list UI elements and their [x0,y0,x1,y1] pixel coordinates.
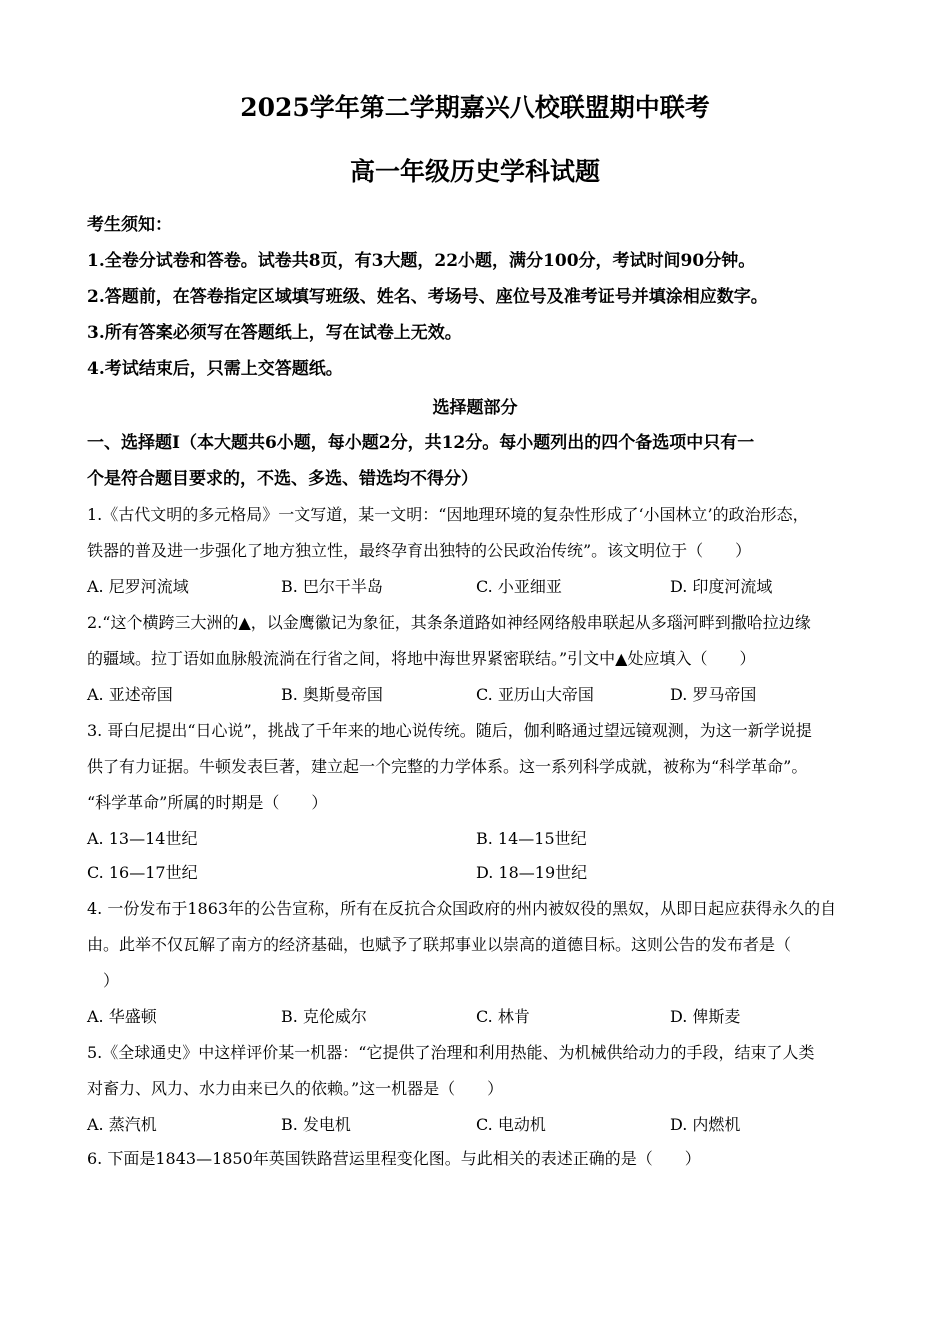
question-1-text: 1.《古代文明的多元格局》一文写道，某一文明：“因地理环境的复杂性形成了‘小国林立’的政治形态， [87,505,809,524]
option-c: C. 16—17世纪 [87,863,198,882]
option-b: B. 14—15世纪 [476,829,587,848]
question-1-text: 铁器的普及进一步强化了地方独立性，最终孕育出独特的公民政治传统”。该文明位于（ ） [87,541,752,560]
notice-item: 4.考试结束后，只需上交答题纸。 [87,359,343,379]
question-6-text: 6. 下面是1843—1850年英国铁路营运里程变化图。与此相关的表述正确的是（ ） [87,1149,701,1168]
question-3-text: “科学革命”所属的时期是（ ） [87,793,328,812]
option-a: A. 亚述帝国 [87,685,173,704]
option-d: D. 印度河流域 [670,577,773,596]
question-2-text: 2.“这个横跨三大洲的▲，以金鹰徽记为象征，其条条道路如神经网络般串联起从多瑙河畔到撒哈拉边缘 [87,613,811,632]
option-d: D. 俾斯麦 [670,1007,741,1026]
option-b: B. 奥斯曼帝国 [281,685,383,704]
notice-item: 1.全卷分试卷和答卷。试卷共8页，有3大题，22小题，满分100分，考试时间90分钟。 [87,251,756,271]
option-a: A. 13—14世纪 [87,829,198,848]
section-title: 选择题部分 [432,398,518,418]
part-intro: 一、选择题Ⅰ（本大题共6小题，每小题2分，共12分。每小题列出的四个备选项中只有一 [87,433,755,453]
option-b: B. 巴尔干半岛 [281,577,383,596]
question-5-text: 5.《全球通史》中这样评价某一机器：“它提供了治理和利用热能、为机械供给动力的手段，结束了人类 [87,1043,815,1062]
question-5-text: 对畜力、风力、水力由来已久的依赖。”这一机器是（ ） [87,1079,504,1098]
option-d: D. 罗马帝国 [670,685,757,704]
option-c: C. 小亚细亚 [476,577,562,596]
question-3-text: 供了有力证据。牛顿发表巨著，建立起一个完整的力学体系。这一系列科学成就，被称为“科学革命”。 [87,757,808,776]
question-2-text: 的疆域。拉丁语如血脉般流淌在行省之间，将地中海世界紧密联结。”引文中▲处应填入（ ） [87,649,756,668]
option-a: A. 尼罗河流域 [87,577,189,596]
option-b: B. 克伦威尔 [281,1007,367,1026]
notice-item: 3.所有答案必须写在答题纸上，写在试卷上无效。 [87,323,462,343]
notice-item: 2.答题前，在答卷指定区域填写班级、姓名、考场号、座位号及准考证号并填涂相应数字。 [87,287,768,307]
exam-title: 2025学年第二学期嘉兴八校联盟期中联考 [240,93,710,122]
exam-subtitle: 高一年级历史学科试题 [349,157,600,186]
question-4-text: ） [87,971,120,990]
option-c: C. 林肯 [476,1007,530,1026]
question-4-text: 由。此举不仅瓦解了南方的经济基础，也赋予了联邦事业以崇高的道德目标。这则公告的发布者是（ [87,935,792,954]
option-d: D. 内燃机 [670,1115,741,1134]
option-b: B. 发电机 [281,1115,351,1134]
part-intro: 个是符合题目要求的，不选、多选、错选均不得分） [87,469,478,489]
option-c: C. 亚历山大帝国 [476,685,594,704]
option-a: A. 华盛顿 [87,1007,157,1026]
option-d: D. 18—19世纪 [476,863,588,882]
notice-heading: 考生须知： [87,215,172,235]
question-3-text: 3. 哥白尼提出“日心说”，挑战了千年来的地心说传统。随后，伽利略通过望远镜观测，为这一新学说提 [87,721,812,740]
option-a: A. 蒸汽机 [87,1115,157,1134]
option-c: C. 电动机 [476,1115,546,1134]
question-4-text: 4. 一份发布于1863年的公告宣称，所有在反抗合众国政府的州内被奴役的黑奴，从即日起应获得永久的自 [87,899,837,918]
